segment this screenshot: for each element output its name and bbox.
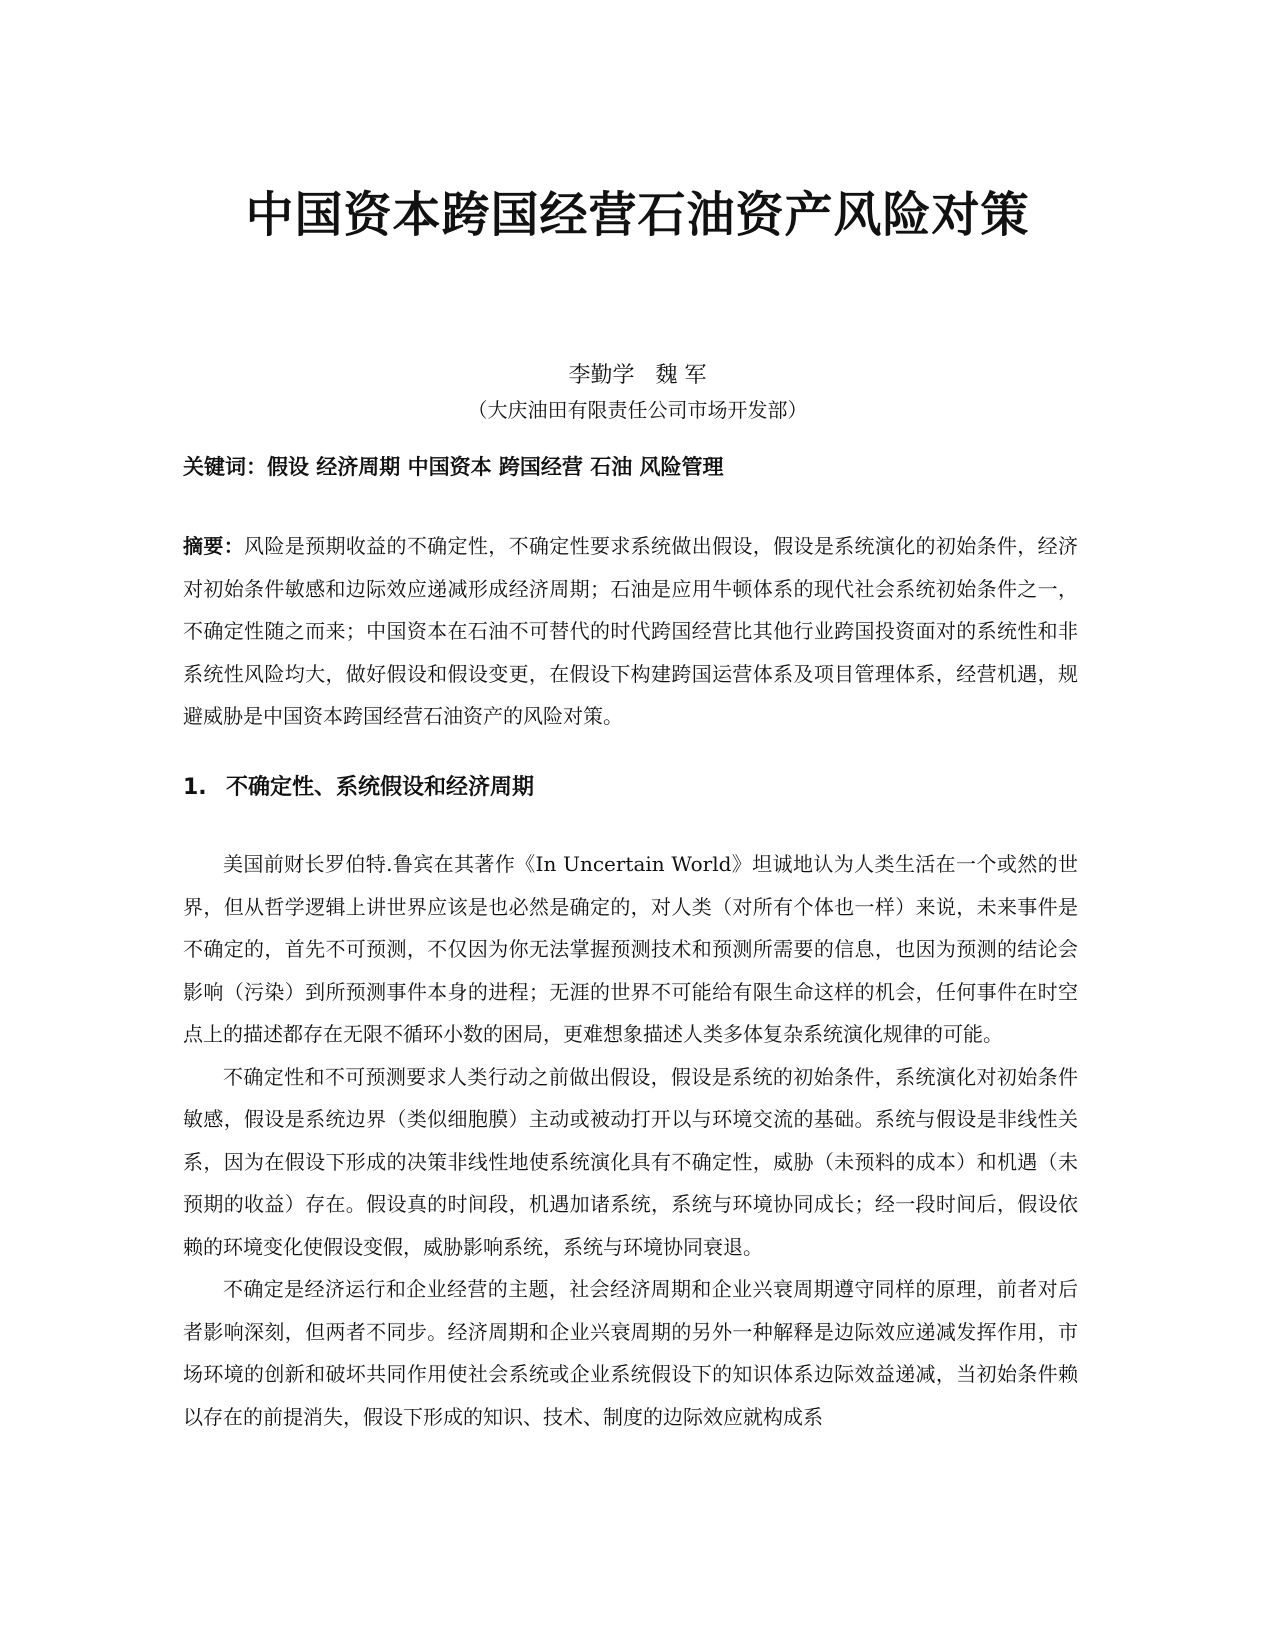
abstract-text: 风险是预期收益的不确定性，不确定性要求系统做出假设，假设是系统演化的初始条件，经济对初始条件敏感和边际效应递减形成经济周期；石油是应用牛顿体系的现代社会系统初始条件之一，不确定性随之而来；中国资本在石油不可替代的时代跨国经营比其他行业跨国投资面对的系统性和非系统性风险均大，做好假设和假设变更，在假设下构建跨国运营体系及项目管理体系，经营机遇，规避威胁是中国资本跨国经营石油资产的风险对策。 (183, 534, 1078, 728)
body-text (183, 843, 1078, 1438)
section-title: 不确定性、系统假设和经济周期 (226, 775, 535, 800)
section-heading (183, 770, 534, 801)
abstract (183, 525, 1078, 738)
section-number: 1. (183, 775, 207, 800)
paper-authors: 李勤学 魏 军 (568, 363, 707, 388)
paragraph: 不确定性和不可预测要求人类行动之前做出假设，假设是系统的初始条件，系统演化对初始条件敏感，假设是系统边界（类似细胞膜）主动或被动打开以与环境交流的基础。系统与假设是非线性关系，因为在假设下形成的决策非线性地使系统演化具有不确定性，威胁（未预料的成本）和机遇（未预期的收益）存在。假设真的时间段，机遇加诸系统，系统与环境协同成长；经一段时间后，假设依赖的环境变化使假设变假，威胁影响系统，系统与环境协同衰退。 (183, 1064, 1078, 1259)
paragraph: 不确定是经济运行和企业经营的主题，社会经济周期和企业兴衰周期遵守同样的原理，前者对后者影响深刻，但两者不同步。经济周期和企业兴衰周期的另外一种解释是边际效应递减发挥作用，市场环境的创新和破坏共同作用使社会系统或企业系统假设下的知识体系边际效益递减，当初始条件赖以存在的前提消失，假设下形成的知识、技术、制度的边际效应就构成系 (183, 1277, 1078, 1429)
paragraph: 美国前财长罗伯特.鲁宾在其著作《In Uncertain World》坦诚地认为人类生活在一个或然的世界，但从哲学逻辑上讲世界应该是也必然是确定的，对人类（对所有个体也一样）来说，未来事件是不确定的，首先不可预测，不仅因为你无法掌握预测技术和预测所需要的信息，也因为预测的结论会影响（污染）到所预测事件本身的进程；无涯的世界不可能给有限生命这样的机会，任何事件在时空点上的描述都存在无限不循环小数的困局，更难想象描述人类多体复杂系统演化规律的可能。 (183, 852, 1078, 1046)
author-affiliation: （大庆油田有限责任公司市场开发部） (467, 398, 808, 422)
abstract-label: 摘要： (183, 534, 245, 558)
keywords: 关键词：假设 经济周期 中国资本 跨国经营 石油 风险管理 (183, 455, 724, 479)
paper-title: 中国资本跨国经营石油资产风险对策 (245, 187, 1030, 243)
